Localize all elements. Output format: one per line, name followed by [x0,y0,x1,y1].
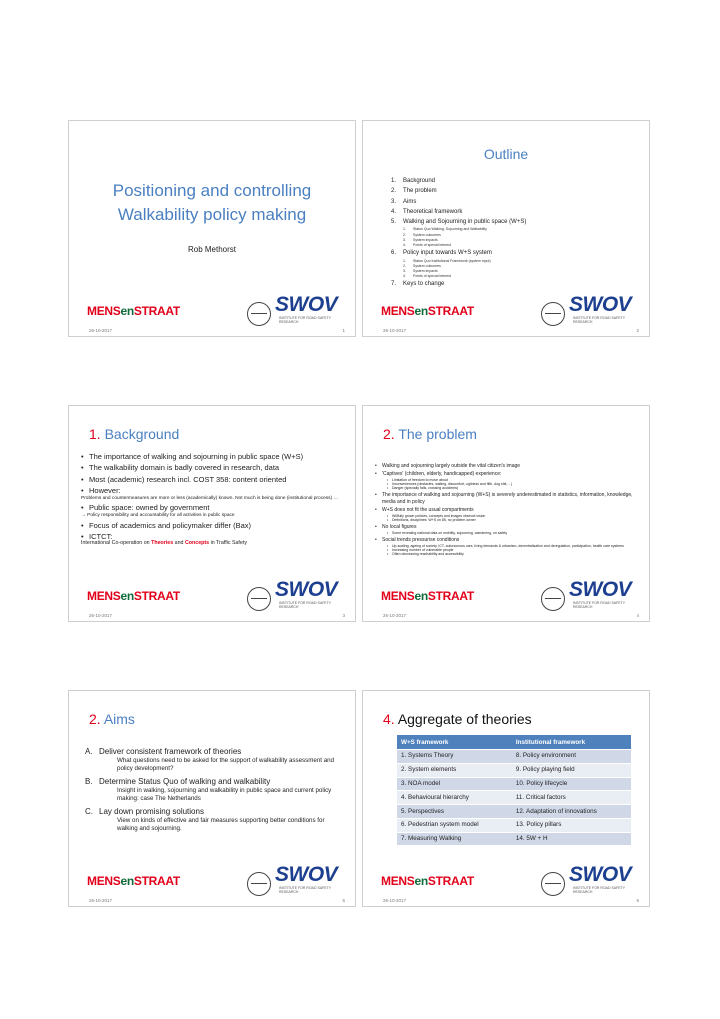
bullet: • 'Captives' (children, elderly, handicapped) experience: [375,471,502,478]
bullet-text: 'Captives' (children, elderly, handicapped) experience: [382,471,502,478]
outline-number: 6. [391,250,397,257]
sub-bullet: • Danger (specially falls, crossing accidents) [387,485,459,490]
outline-sub-text: System outcomes [413,232,441,237]
table-cell: 5. Perspectives [397,805,512,819]
swov-tagline: INSTITUTE FOR ROAD SAFETY RESEARCH [279,886,332,894]
footer-date: 26-10-2017 [89,898,113,903]
logo-part: STRAAT [133,589,180,603]
sub-bullet: • Up-scaling, ageing of society, ICT, autonomous cars, living demands & urbanism, decentralisation and deregulation, participation, health care systems [387,543,624,548]
swov-emblem-icon [541,872,565,896]
column-header: Institutional framework [512,735,631,750]
slide-body [85,743,345,833]
bullet-text: The importance of walking and sojourning (W+S) is severely underestimated in statistics, information, knowledge, media and in policy [382,492,633,505]
outline-sub-number: 4. [403,243,406,248]
aim-letter: A. [85,747,93,756]
logo-part: MENS [381,589,415,603]
ictct-highlight: Theories [151,540,174,547]
aim-description: Insight in walking, sojourning and walkability in public space and current policy making: case The Netherlands [117,787,332,802]
sub-bullet: • Definitions, disciplines: W+S on 85, no problem owner [387,517,476,522]
slide-title [383,711,532,727]
table-cell: 13. Policy pillars [512,818,631,832]
slide-title-text: Background [104,426,180,442]
outline-text: Aims [403,198,417,205]
bullet-text: Most (academic) research incl. COST 358: content oriented [89,474,287,484]
slide-footer [69,578,355,621]
swov-wordmark: SWOV [569,863,632,886]
table-cell: 14. 5W + H [512,832,631,845]
outline-number: 4. [391,208,397,215]
swov-emblem-icon [247,302,271,326]
footer-date: 26-10-2017 [89,613,113,618]
outline-sub-number: 2. [403,232,406,237]
sub-bullet-text: Up-scaling, ageing of society, ICT, autonomous cars, living demands & urbanism, decentralisation and deregulation, participation, health care systems [392,543,624,548]
swov-logo [247,578,347,611]
slide-3 [68,405,356,622]
sub-bullet: • Willfully grown policies, concepts and images obstruct vision [387,513,486,518]
swov-emblem-icon [541,587,565,611]
outline-sub-text: System outcomes [413,263,441,268]
table-row [397,791,631,805]
slide-number: 2 [636,328,639,333]
sub-bullet-text: Danger (specially falls, crossing accidents) [392,485,459,490]
swov-emblem-icon [247,872,271,896]
sub-bullet: • Some revealing national data on mobility, sojourning, wandering, on safety [387,530,508,535]
logo-part: STRAAT [427,304,474,318]
bullet: • The importance of walking and sojourning in public space (W+S) [81,452,304,461]
swov-tagline: INSTITUTE FOR ROAD SAFETY RESEARCH [573,886,626,894]
outline-item [391,197,641,207]
logo-part: STRAAT [133,874,180,888]
logo-part: en [120,589,134,603]
ictct-text: and [173,540,185,547]
slide-title [89,179,335,227]
sub-bullet-text: Some revealing national data on mobility, sojourning, wandering, on safety [392,530,508,535]
swov-wordmark: SWOV [275,293,338,316]
sub-bullet-text: Increasing number of vulnerable people [392,547,454,552]
bullet: • Focus of academics and policymaker differ (Bax) [81,520,252,530]
mensenstraat-logo [87,874,180,888]
logo-part: MENS [87,589,121,603]
slide-6 [362,690,650,907]
bullet-text: No local figures [382,524,417,531]
slide-footer [363,863,649,906]
slide-number: 5 [342,898,345,903]
table-row [397,818,631,832]
bullet-text: ICTCT: [89,532,113,542]
bullet: • Most (academic) research incl. COST 358: content oriented [81,474,287,484]
mensenstraat-logo [381,589,474,603]
slide-body [81,452,351,549]
logo-part: en [414,304,428,318]
logo-part: MENS [381,874,415,888]
table-cell: 6. Pedestrian system model [397,818,512,832]
table-cell: 12. Adaptation of innovations [512,805,631,819]
aim-text: Deliver consistent framework of theories [99,747,242,756]
theories-table [397,735,631,845]
swov-wordmark: SWOV [569,578,632,601]
swov-tagline: INSTITUTE FOR ROAD SAFETY RESEARCH [279,316,332,324]
slide-title-number: 4. [383,711,395,727]
swov-logo [541,293,641,326]
bullet-text: Walking and sojourning largely outside the vital citizen's image [382,462,521,469]
bullet: • W+S does not fit the usual compartments [375,507,474,514]
column-header: W+S framework [397,735,512,750]
logo-part: STRAAT [133,304,180,318]
outline-number: 1. [391,178,397,184]
swov-wordmark: SWOV [275,863,338,886]
slide-title-number: 2. [89,711,101,727]
outline-item [391,207,641,217]
outline-sub-number: 1. [403,258,406,263]
outline-text: Theoretical framework [403,208,463,215]
mensenstraat-logo [87,304,180,318]
swov-emblem-icon [541,302,565,326]
outline-number: 5. [391,219,397,226]
slide-number: 6 [636,898,639,903]
table-cell: 4. Behavioural hierarchy [397,791,512,805]
slide-title-text: The problem [398,426,477,442]
footer-date: 26-10-2017 [383,328,407,333]
bullet: • The importance of walking and sojourning (W+S) is severely underestimated in statistics, information, knowledge, media and in policy [375,492,633,505]
bullet: • No local figures [375,524,417,531]
slide-footer [69,293,355,336]
slide-title-number: 1. [89,426,101,442]
logo-part: STRAAT [427,589,474,603]
swov-logo [541,578,641,611]
mensenstraat-logo [381,874,474,888]
outline-text: Policy input towards W+S system [403,250,492,257]
logo-part: en [120,304,134,318]
outline-number: 7. [391,281,397,288]
logo-part: en [120,874,134,888]
outline-list [391,176,641,290]
outline-item [391,248,641,258]
sub-bullet-text: Definitions, disciplines: W+S on 85, no problem owner [392,517,476,522]
footer-date: 26-10-2017 [383,898,407,903]
aim-item [85,747,345,757]
outline-text: The problem [403,188,437,195]
title-line-2: Walkability policy making [117,205,307,224]
swov-wordmark: SWOV [569,293,632,316]
outline-sub-text: System impacts [413,269,438,273]
outline-sub-text: Points of special interest [413,243,451,248]
aim-description: View on kinds of effective and fair measures supporting better conditions for walking and sojourning. [117,817,325,832]
bullet: • Social trends pressurise conditions [375,537,460,544]
bullet-note: → Policy responsibility and accountability for all activities in public space [81,512,235,518]
ictct-text: in Traffic Safety [209,540,247,547]
bullet-text: However: [89,486,121,496]
sub-bullet: • Increasing number of vulnerable people [387,547,454,552]
bullet: • Walking and sojourning largely outside the vital citizen's image [375,462,521,469]
outline-item [391,279,641,289]
bullet: • However: [81,486,121,496]
table-cell: 9. Policy playing field [512,763,631,777]
slide-footer [363,578,649,621]
outline-sub-text: System impacts [413,237,438,242]
logo-part: MENS [87,874,121,888]
logo-part: MENS [87,304,121,318]
slide-footer [69,863,355,906]
swov-emblem-icon [247,587,271,611]
aim-item [85,807,345,817]
swov-tagline: INSTITUTE FOR ROAD SAFETY RESEARCH [279,601,332,609]
sub-bullet: • Inconveniences (obstacles, waiting, discomfort, ugliness and filth, dog shit,…) [387,481,513,486]
slide-title [89,711,135,727]
logo-part: en [414,874,428,888]
sub-bullet: • Often decreasing reachability and accessibility [387,551,464,556]
slide-title-number: 2. [383,426,395,442]
swov-logo [247,293,347,326]
outline-text: Background [403,178,436,184]
bullet: • ICTCT: [81,532,113,542]
table-row [397,832,631,845]
slide-title [89,426,179,442]
outline-number: 3. [391,198,397,205]
slide-2 [362,120,650,337]
slide-number: 3 [342,613,345,618]
slide-number: 4 [636,613,639,618]
sub-bullet-text: Often decreasing reachability and accessibility [392,551,464,556]
outline-sub-number: 1. [403,227,406,232]
slide-title-text: Aims [103,711,135,727]
bullet-text: Social trends pressurise conditions [382,537,460,544]
table-cell: 1. Systems Theory [397,750,512,764]
swov-tagline: INSTITUTE FOR ROAD SAFETY RESEARCH [573,316,626,324]
sub-bullet-text: Limitation of freedom to move about [392,477,448,482]
mensenstraat-logo [381,304,474,318]
outline-sub-number: 3. [403,237,406,242]
outline-sub-number: 4. [403,274,406,279]
slide-title: Outline [483,146,529,162]
aim-letter: C. [85,807,93,816]
slide-number: 1 [342,328,345,333]
table-row [397,777,631,791]
outline-sub-number: 3. [403,269,406,273]
footer-date: 26-10-2017 [89,328,113,333]
outline-sub-number: 2. [403,263,406,268]
footer-date: 26-10-2017 [383,613,407,618]
table-row [397,763,631,777]
mensenstraat-logo [87,589,180,603]
bullet-text: Public space: owned by government [89,503,210,513]
swov-logo [541,863,641,896]
bullet-text: The walkability domain is badly covered in research, data [89,463,280,473]
sub-bullet: • Limitation of freedom to move about [387,477,448,482]
bullet-text: Focus of academics and policymaker differ (Bax) [89,520,252,530]
outline-item [391,217,641,227]
logo-part: MENS [381,304,415,318]
outline-sub-text: Points of special interest [413,274,451,279]
sub-bullet-text: Inconveniences (obstacles, waiting, discomfort, ugliness and filth, dog shit,…) [392,481,513,486]
table-cell: 7. Measuring Walking [397,832,512,845]
sub-bullet-text: Willfully grown policies, concepts and images obstruct vision [392,513,486,518]
ictct-text: International Co-operation on [81,540,152,547]
aim-letter: B. [85,777,93,786]
table-row [397,750,631,764]
swov-wordmark: SWOV [275,578,338,601]
slide-5 [68,690,356,907]
bullet: • Public space: owned by government [81,503,210,513]
aim-text: Lay down promising solutions [99,807,204,816]
swov-logo [247,863,347,896]
outline-sub-text: Status Quo Institutional Framework (system input) [413,258,491,263]
slide-title [383,426,477,442]
aim-item [85,777,345,787]
slide-1 [68,120,356,337]
logo-part: en [414,589,428,603]
aim-text: Determine Status Quo of walking and walkability [99,777,271,786]
slide-body [375,460,645,556]
table-header-row [397,735,631,750]
table-cell: 10. Policy lifecycle [512,777,631,791]
aim-description: What questions need to be asked for the support of walkability assessment and policy development? [117,757,335,772]
slide-4 [362,405,650,622]
outline-text: Keys to change [403,281,445,288]
table-cell: 11. Critical factors [512,791,631,805]
outline-text: Walking and Sojourning in public space (W+S) [403,219,527,226]
table-cell: 3. NOA model [397,777,512,791]
outline-item [391,176,641,186]
table-cell: 2. System elements [397,763,512,777]
outline-sub-text: Status Quo Walking, Sojourning and Walkability [413,227,487,232]
author-name: Rob Methorst [187,245,237,254]
slide-footer [363,293,649,336]
bullet-text: W+S does not fit the usual compartments [382,507,474,514]
ictct-definition [81,541,351,547]
bullet-text: The importance of walking and sojourning in public space (W+S) [89,452,304,461]
logo-part: STRAAT [427,874,474,888]
table-cell: 8. Policy environment [512,750,631,764]
outline-number: 2. [391,188,397,195]
ictct-highlight: Concepts [184,540,210,547]
slide-title-text: Aggregate of theories [397,711,532,727]
bullet-note: Problems and countermeasures are more or less (academically) known. Not much is being done (institutional process) … [81,495,339,501]
outline-item [391,186,641,196]
swov-tagline: INSTITUTE FOR ROAD SAFETY RESEARCH [573,601,626,609]
bullet: • The walkability domain is badly covered in research, data [81,463,280,473]
table-row [397,805,631,819]
title-line-1: Positioning and controlling [112,181,312,200]
